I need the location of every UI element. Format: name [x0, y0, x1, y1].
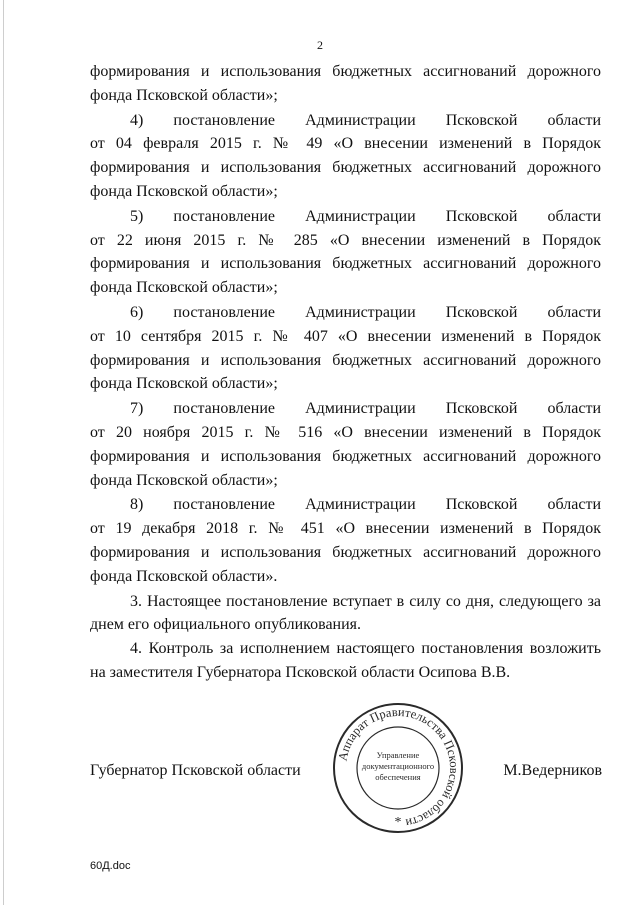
- amendment-item-head-word: постановление: [173, 303, 275, 321]
- amendment-item: [90, 301, 601, 396]
- amendment-item-head: [90, 205, 601, 229]
- amendment-item-head-word: постановление: [173, 111, 275, 129]
- amendment-item: [90, 493, 601, 588]
- amendment-item-line: формирования и использования бюджетных ассигнований дорожного: [90, 351, 601, 369]
- amendment-item-head-word: Псковской: [445, 207, 518, 225]
- amendment-item-number: 5): [130, 207, 144, 225]
- amendment-item-head-word: Псковской: [445, 303, 518, 321]
- official-seal-stamp: [330, 700, 466, 836]
- stamp-center-line: обеспечения: [375, 772, 421, 782]
- amendment-item-head-word: Администрации: [305, 496, 416, 514]
- amendment-item-head-word: постановление: [173, 496, 275, 514]
- amendment-item-number: 7): [130, 400, 144, 418]
- amendment-item-head: [90, 109, 601, 133]
- amendment-item-number: 8): [130, 496, 144, 514]
- amendment-item-tail: фонда Псковской области»;: [90, 471, 278, 489]
- amendment-item-tail: фонда Псковской области».: [90, 567, 278, 585]
- document-body: [90, 60, 601, 685]
- stamp-center-line: документационного: [361, 761, 435, 771]
- amendment-item-line: формирования и использования бюджетных ассигнований дорожного: [90, 543, 601, 561]
- signatory-title: Губернатор Псковской области: [90, 762, 301, 779]
- amendment-item-tail: фонда Псковской области»;: [90, 279, 278, 297]
- amendment-item-head-word: области: [547, 400, 601, 418]
- page-number: 2: [317, 38, 323, 52]
- amendment-item-head-word: области: [547, 111, 601, 129]
- amendment-item-head-word: области: [547, 496, 601, 514]
- amendment-item-head-word: области: [547, 207, 601, 225]
- amendment-item-head: [90, 397, 601, 421]
- amendment-item-head: [90, 493, 601, 517]
- amendment-item-head-word: Псковской: [445, 111, 518, 129]
- amendment-item-head-word: области: [547, 303, 601, 321]
- amendment-item-head-word: Администрации: [305, 303, 416, 321]
- clause-4: 4. Контроль за исполнением настоящего постановления возложить на заместителя Губернатора Псковской области Осипова В.В.: [90, 640, 601, 681]
- stamp-star-icon: *: [394, 815, 402, 830]
- amendment-item-tail: фонда Псковской области»;: [90, 375, 278, 393]
- signatory-name: М.Ведерников: [503, 762, 602, 779]
- stamp-center-line: Управление: [376, 750, 420, 760]
- amendment-item-number: 6): [130, 303, 144, 321]
- amendment-item-head-word: постановление: [173, 207, 275, 225]
- amendment-item-line: от 10 сентября 2015 г. № 407 «О внесении изменений в Порядок: [90, 327, 601, 345]
- amendment-item-line: формирования и использования бюджетных ассигнований дорожного: [90, 255, 601, 273]
- amendment-item-head-word: постановление: [173, 400, 275, 418]
- amendment-list: [90, 109, 601, 589]
- clause-3: 3. Настоящее постановление вступает в силу со дня, следующего за днем его официального опубликования.: [90, 592, 601, 634]
- amendment-item-head-word: Псковской: [445, 400, 518, 418]
- amendment-item: [90, 397, 601, 492]
- amendment-item-line: формирования и использования бюджетных ассигнований дорожного: [90, 159, 601, 177]
- amendment-item: [90, 109, 601, 204]
- amendment-item-number: 4): [130, 111, 144, 129]
- amendment-item-head: [90, 301, 601, 325]
- amendment-item-head-word: Администрации: [305, 111, 416, 129]
- intro-line-1: формирования и использования бюджетных ассигнований дорожного: [90, 63, 601, 80]
- amendment-item-head-word: Псковской: [445, 496, 518, 514]
- amendment-item-line: формирования и использования бюджетных ассигнований дорожного: [90, 447, 601, 465]
- amendment-item-line: от 19 декабря 2018 г. № 451 «О внесении изменений в Порядок: [90, 520, 601, 538]
- amendment-item-line: от 04 февраля 2015 г. № 49 «О внесении изменений в Порядок: [90, 135, 601, 153]
- amendment-item-line: от 20 ноября 2015 г. № 516 «О внесении изменений в Порядок: [90, 423, 601, 441]
- amendment-item-head-word: Администрации: [305, 207, 416, 225]
- amendment-item: [90, 205, 601, 300]
- scan-margin-line: [3, 0, 4, 905]
- file-name-footer: 60Д.doc: [90, 860, 131, 872]
- amendment-item-line: от 22 июня 2015 г. № 285 «О внесении изменений в Порядок: [90, 231, 601, 249]
- amendment-item-head-word: Администрации: [305, 400, 416, 418]
- stamp-ring-text: Аппарат Правительства Псковской области: [335, 704, 462, 831]
- intro-line-2: фонда Псковской области»;: [90, 86, 278, 104]
- amendment-item-tail: фонда Псковской области»;: [90, 182, 278, 200]
